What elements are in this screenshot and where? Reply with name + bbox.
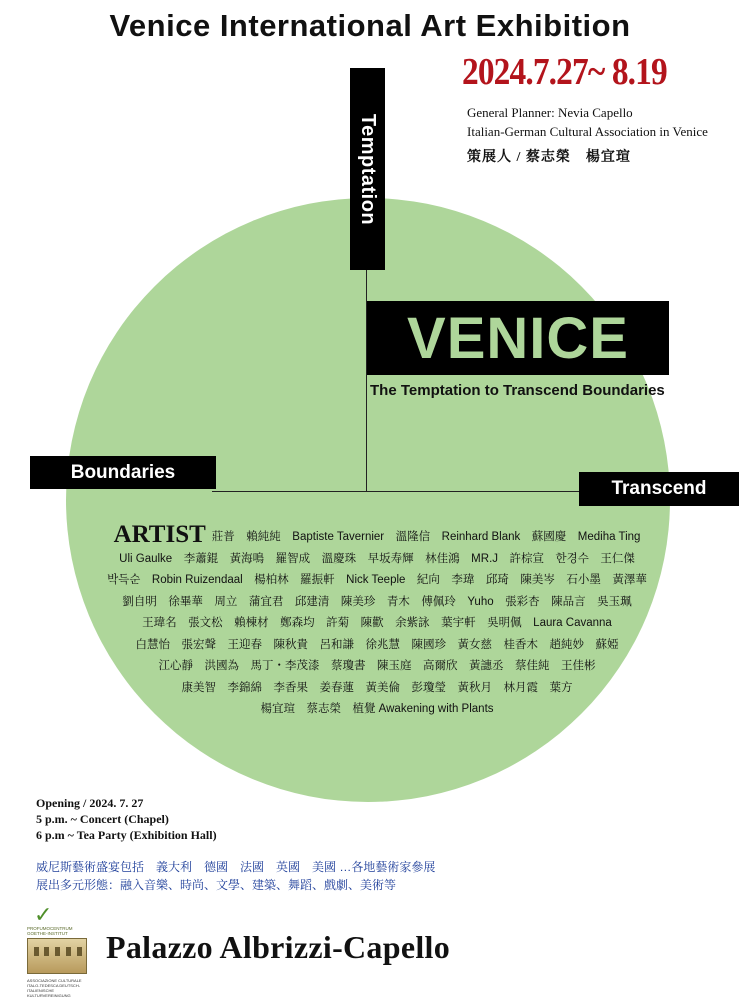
checkmark-icon: ✓ (34, 902, 53, 927)
general-planner: General Planner: Nevia Capello (467, 105, 633, 120)
logo-top-text: PROFUMOCENTRUM GOETHE-INSTITUT (27, 926, 73, 936)
artist-line: 白慧怡 張宏聲 王迎春 陳秋貴 呂和謙 徐兆慧 陳國珍 黃女慈 桂香木 趙純妙 蘇婭 (135, 638, 619, 651)
artist-list (84, 521, 670, 721)
artist-line: 康美智 李錦綿 李香果 姜春蓮 黃美倫 彭瓊瑩 黃秋月 林月霞 葉方 (181, 681, 573, 694)
opening-concert: 5 p.m. ~ Concert (Chapel) (36, 812, 169, 826)
description-line: 展出多元形態：融入音樂、時尚、文學、建築、舞蹈、戲劇、美術等 (36, 878, 397, 892)
exhibition-dates: 2024.7.27~ 8.19 (462, 51, 667, 93)
curators: 策展人 / 蔡志榮 楊宜瑄 (467, 150, 631, 165)
logo-bottom-text: ASSOCIAZIONE CULTURALE ITALO-TEDESCA DEUTSCH-ITALIENISCHE KULTURVEREINIGUNG (27, 978, 82, 998)
opening-title: Opening / 2024. 7. 27 (36, 796, 144, 810)
temptation-label: Temptation (357, 113, 380, 225)
association-logo (27, 902, 87, 998)
exhibition-subtitle: The Temptation to Transcend Boundaries (370, 382, 665, 399)
artist-line: Uli Gaulke 李蕭錕 黃海鳴 羅智成 溫慶珠 早坂寿輝 林佳鴻 MR.J 許棕宣 한경수 王仁傑 (119, 552, 635, 565)
artist-line: ARTIST 莊普 賴純純 Baptiste Tavernier 溫隆信 Reinhard Blank 蘇國慶 Mediha Ting (113, 521, 641, 548)
horizontal-axis-line (212, 491, 582, 492)
transcend-label: Transcend (579, 472, 739, 506)
venice-heading: VENICE (367, 301, 669, 375)
exhibition-description (36, 858, 435, 894)
association: Italian-German Cultural Association in Venice (467, 124, 708, 139)
artist-line: 劉自明 徐畢華 周立 蒲宜君 邱建清 陳美珍 青木 傅佩玲 Yuho 張彩杏 陳品言 吳玉珮 (122, 595, 632, 608)
artist-line: 江心靜 洪國為 馬丁・李茂漆 蔡瓊書 陳玉庭 高爾欣 黃譓丞 蔡佳純 王佳彬 (158, 660, 596, 672)
artist-line: 楊宜瑄 蔡志榮 植覺 Awakening with Plants (260, 703, 494, 715)
artist-line: 王瑋名 張文松 賴棟材 鄭森均 許菊 陳歡 余紫詠 葉宇軒 吳明佩 Laura Cavanna (142, 617, 612, 629)
artist-heading: ARTIST (113, 521, 206, 548)
palazzo-photo-icon (27, 938, 87, 974)
main-title: Venice International Art Exhibition (109, 8, 631, 43)
opening-tea-party: 6 p.m ~ Tea Party (Exhibition Hall) (36, 828, 217, 842)
temptation-label-box (350, 68, 385, 270)
description-line: 威尼斯藝術盛宴包括 義大利 德國 法國 英國 美國 …各地藝術家參展 (36, 860, 436, 874)
artist-line: 박득순 Robin Ruizendaal 楊柏林 羅振軒 Nick Teeple 紀向 李瑋 邱琦 陳美岑 石小墨 黃澤華 (107, 574, 647, 586)
boundaries-label: Boundaries (30, 456, 216, 489)
venue-name: Palazzo Albrizzi-Capello (106, 929, 451, 965)
opening-info (36, 795, 217, 843)
